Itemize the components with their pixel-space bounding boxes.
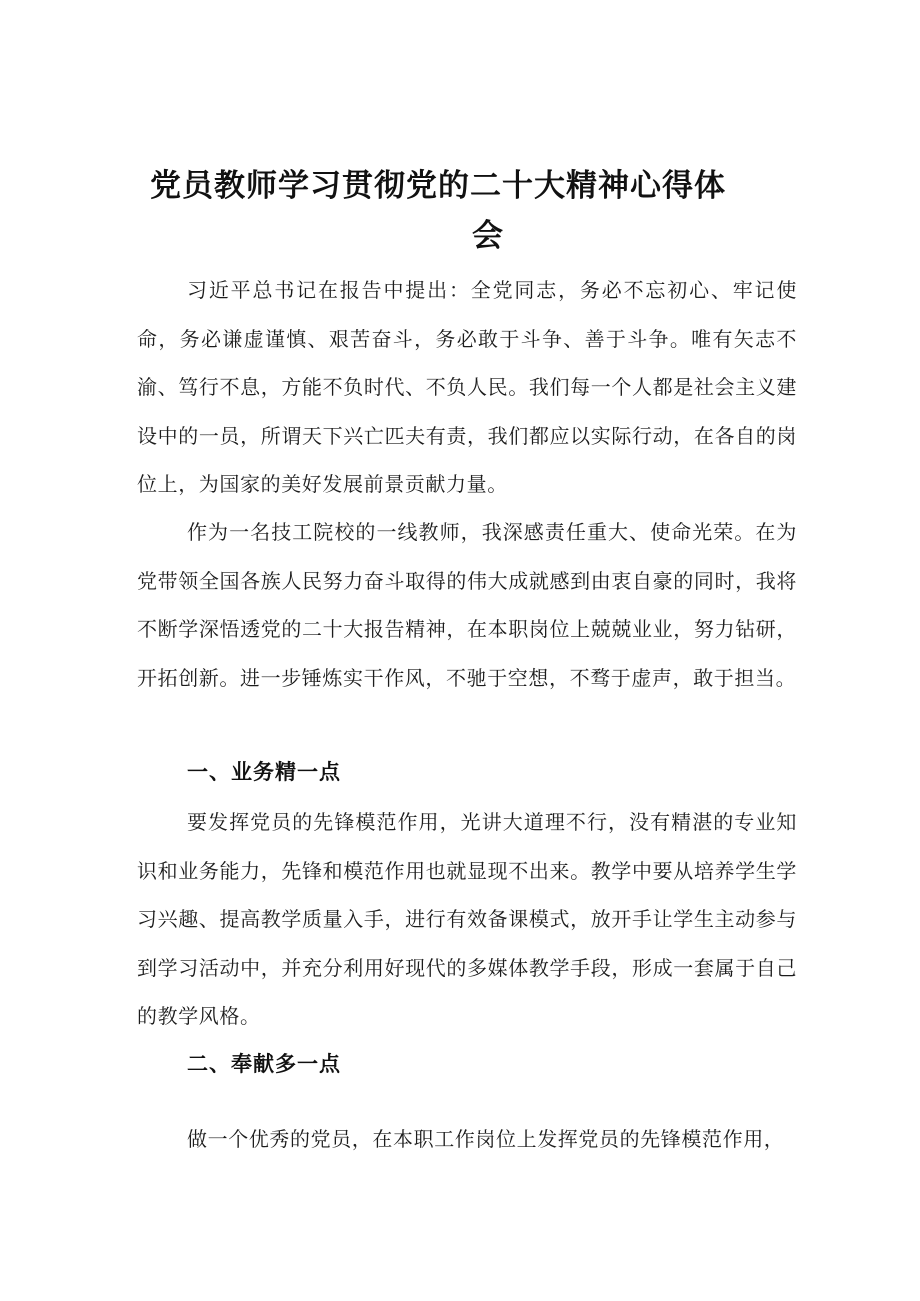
paragraph-1: 习近平总书记在报告中提出：全党同志，务必不忘初心、牢记使命，务必谦虚谨慎、艰苦奋斗，务必敢于斗争、善于斗争。唯有矢志不渝、笃行不息，方能不负时代、不负人民。我们每一个人都是社会主义建设中的一员，所谓天下兴亡匹夫有责，我们都应以实际行动，在各自的岗位上，为国家的美好发展前景贡献力量。 (137, 278, 797, 496)
paragraph-4: 做一个优秀的党员，在本职工作岗位上发挥党员的先锋模范作用， (187, 1127, 785, 1151)
section-heading-1: 一、业务精一点 (187, 760, 341, 784)
title-line-1: 党员教师学习贯彻党的二十大精神心得体 (150, 167, 726, 204)
paragraph-3: 要发挥党员的先锋模范作用，光讲大道理不行，没有精湛的专业知识和业务能力，先锋和模范作用也就显现不出来。教学中要从培养学生学习兴趣、提高教学质量入手，进行有效备课模式，放开手让学生主动参与到学习活动中，并充分利用好现代的多媒体教学手段，形成一套属于自己的教学风格。 (137, 810, 797, 1028)
section-heading-2: 二、奉献多一点 (187, 1052, 341, 1076)
title-line-2: 会 (472, 217, 504, 254)
document-title (140, 161, 780, 261)
paragraph-2: 作为一名技工院校的一线教师，我深感责任重大、使命光荣。在为党带领全国各族人民努力奋斗取得的伟大成就感到由衷自豪的同时，我将不断学深悟透党的二十大报告精神，在本职岗位上兢兢业业，努力钻研，开拓创新。进一步锤炼实干作风，不驰于空想，不骛于虚声，敢于担当。 (137, 520, 797, 690)
